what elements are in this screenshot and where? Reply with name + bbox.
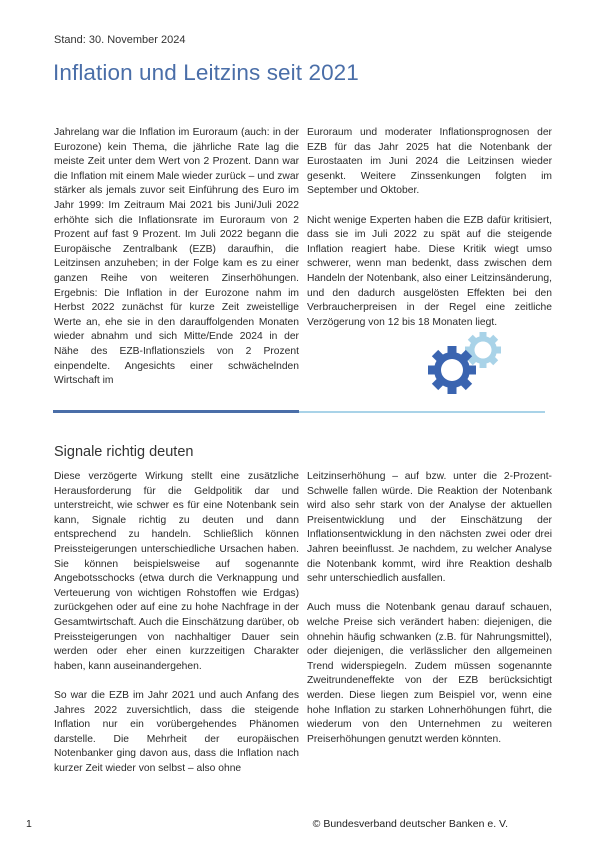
paragraph: Leitzinserhöhung – auf bzw. unter die 2-Prozent-Schwelle fallen würde. Die Reaktion der Notenbank wird also sehr stark von der Analyse der aktuellen Preisentwicklung und der Einschätzung der Inflationsentwicklung in den nächsten zwei oder drei Jahren beeinflusst. Je nachdem, zu welcher Analyse die Notenbank kommt, wird ihre Reaktion deshalb sehr unterschiedlich ausfallen. — [307, 471, 552, 585]
paragraph: Auch muss die Notenbank genau darauf schauen, welche Preise sich verändert haben: diejenigen, die ohnehin häufig schwanken (z.B. für Nahrungsmittel), oder diejenigen, die verlässlicher den allgemeinen Trend widerspiegeln. Zudem müssen sogenannte Zweitrundeneffekte von der EZB berücksichtigt werden. Diese liegen zum Beispiel vor, wenn eine hohe Inflation zu starken Lohnerhöhungen führt, die wiederum von den Unternehmen zu weiteren Preiserhöhungen genutzt werden könnten. — [307, 602, 552, 745]
intro-column-right — [307, 126, 552, 345]
stand-date: Stand: 30. November 2024 — [54, 34, 186, 46]
gears-icon — [420, 325, 510, 400]
section-divider-light — [299, 411, 545, 413]
page-number: 1 — [26, 818, 32, 830]
section-divider-dark — [53, 410, 299, 413]
dark-gear-icon — [428, 346, 476, 394]
copyright-notice: © Bundesverband deutscher Banken e. V. — [312, 818, 508, 830]
light-gear-icon — [465, 332, 501, 368]
paragraph: Jahrelang war die Inflation im Euroraum (auch: in der Eurozone) kein Thema, die jährliche Rate lag die meiste Zeit unter dem Wert von 2 Prozent. Dann war die Inflation mit einem Male wieder zurück – und zwar stärker als jemals zuvor seit Einführung des Euro im Jahr 1999: Im Zeitraum Mai 2021 bis Juni/Juli 2022 erhöhte sich die Inflationsrate im Euroraum von 2 Prozent auf fast 9 Prozent. Im Juli 2022 begann die Europäische Zentralbank (EZB) daraufhin, die Leitzinsen anzuheben; in der Folge kam es zu einer ganzen Reihe von weiteren Zinserhöhungen. Ergebnis: Die Inflation in der Eurozone nahm im Herbst 2022 zunächst für kurze Zeit zweistellige Werte an, ehe sie in den darauffolgenden Monaten wieder abnahm und sich Mitte/Ende 2024 in der Nähe des EZB-Inflationsziels von 2 Prozent einpendelte. Angesichts einer schwächelnden Wirtschaft im — [54, 127, 299, 387]
section-column-left — [54, 470, 299, 791]
paragraph: Diese verzögerte Wirkung stellt eine zusätzliche Herausforderung für die Geldpolitik dar und unterstreicht, wie schwer es für eine Notenbank sein kann, Signale richtig zu deuten und dann entsprechend zu handeln. Schließlich können Preissteigerungen unterschiedliche Ursachen haben. Sie können beispielsweise auf sogenannte Angebotsschocks (etwa durch die Verknappung und Verteuerung von wichtigen Rohstoffen wie Erdgas) zurückgehen oder auf eine zu hohe Nachfrage in der Gesamtwirtschaft. Auch die Einschätzung darüber, ob Preissteigerungen von nachhaltiger Dauer sein werden oder eher einen kurzzeitigen Charakter haben, kann auseinandergehen. — [54, 471, 299, 672]
paragraph: Nicht wenige Experten haben die EZB dafür kritisiert, dass sie im Juli 2022 zu spät auf die steigende Inflation reagiert habe. Diese Kritik wiegt umso schwerer, wenn man bedenkt, dass zwischen dem Handeln der Notenbank, also einer Leitzinsänderung, und den dadurch ausgelösten Effekten bei den Verbraucherpreisen in der Regel eine zeitliche Verzögerung von 12 bis 18 Monaten liegt. — [307, 214, 552, 328]
section-column-right — [307, 470, 552, 762]
page-title: Inflation und Leitzins seit 2021 — [53, 60, 359, 85]
paragraph: So war die EZB im Jahr 2021 und auch Anfang des Jahres 2022 zuversichtlich, dass die steigende Inflation nur ein vorübergehendes Phänomen darstelle. Die Mehrheit der europäischen Notenbanker ging davon aus, dass die Inflation nach kurzer Zeit wieder von selbst – also ohne — [54, 689, 299, 774]
section-heading: Signale richtig deuten — [54, 444, 194, 460]
intro-column-left — [54, 126, 299, 403]
paragraph: Euroraum und moderater Inflationsprognosen der EZB für das Jahr 2025 hat die Notenbank der Eurostaaten im Juni 2024 die Leitzinsen wieder gesenkt. Weitere Zinssenkungen folgten im September und Oktober. — [307, 127, 552, 197]
